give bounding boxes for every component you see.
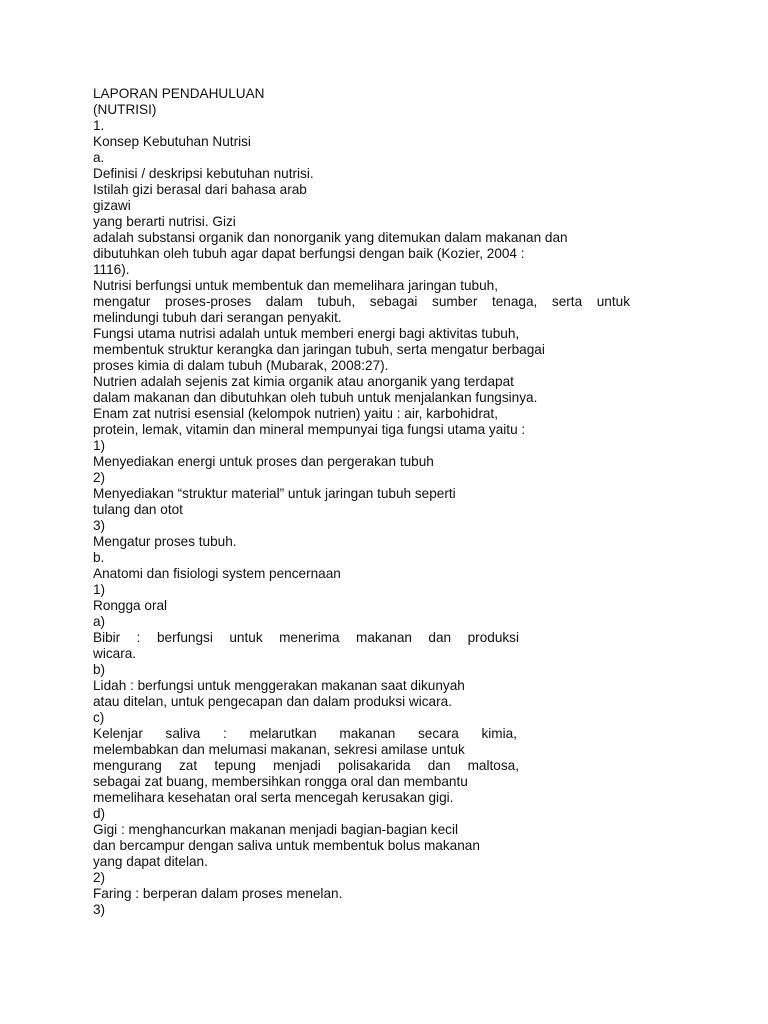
text-line: gizawi bbox=[93, 198, 131, 213]
text-line: proses kimia di dalam tubuh (Mubarak, 2008:27). bbox=[93, 358, 389, 373]
text-line: Nutrisi berfungsi untuk membentuk dan memelihara jaringan tubuh, bbox=[93, 278, 499, 293]
text-line: 1. bbox=[93, 118, 105, 133]
text-line: melembabkan dan melumasi makanan, sekresi amilase untuk bbox=[93, 742, 465, 757]
list-marker: 2) bbox=[93, 870, 106, 885]
document-subtitle: (NUTRISI) bbox=[93, 102, 157, 117]
text-line: atau ditelan, untuk pengecapan dan dalam produksi wicara. bbox=[93, 694, 452, 709]
document-title: LAPORAN PENDAHULUAN bbox=[93, 86, 265, 101]
text-line: Rongga oral bbox=[93, 598, 168, 613]
text-line: Mengatur proses tubuh. bbox=[93, 534, 237, 549]
text-line: yang berarti nutrisi. Gizi bbox=[93, 214, 236, 229]
text-line: Kelenjar saliva : melarutkan makanan secara kimia, bbox=[93, 726, 517, 741]
list-marker: a) bbox=[93, 614, 106, 629]
text-line: Enam zat nutrisi esensial (kelompok nutrien) yaitu : air, karbohidrat, bbox=[93, 406, 498, 421]
list-marker: 1) bbox=[93, 438, 106, 453]
text-line: Gigi : menghancurkan makanan menjadi bagian-bagian kecil bbox=[93, 822, 458, 837]
text-line: 1116). bbox=[93, 262, 130, 277]
text-line: dalam makanan dan dibutuhkan oleh tubuh untuk menjalankan fungsinya. bbox=[93, 390, 538, 405]
list-marker: 3) bbox=[93, 902, 106, 917]
text-line: Lidah : berfungsi untuk menggerakan makanan saat dikunyah bbox=[93, 678, 465, 693]
list-marker: c) bbox=[93, 710, 105, 725]
text-line: melindungi tubuh dari serangan penyakit. bbox=[93, 310, 342, 325]
list-marker: 1) bbox=[93, 582, 106, 597]
text-line: yang dapat ditelan. bbox=[93, 854, 208, 869]
text-line: Fungsi utama nutrisi adalah untuk memberi energi bagi aktivitas tubuh, bbox=[93, 326, 520, 341]
section-heading: Konsep Kebutuhan Nutrisi bbox=[93, 134, 251, 149]
document-body bbox=[93, 86, 653, 918]
text-line: Bibir : berfungsi untuk menerima makanan dan produksi bbox=[93, 630, 519, 645]
subsection-heading: Anatomi dan fisiologi system pencernaan bbox=[93, 566, 341, 581]
text-line: mengatur proses-proses dalam tubuh, sebagai sumber tenaga, serta untuk bbox=[93, 294, 630, 309]
text-line: dan bercampur dengan saliva untuk membentuk bolus makanan bbox=[93, 838, 480, 853]
text-line: b. bbox=[93, 550, 105, 565]
text-line: memelihara kesehatan oral serta mencegah kerusakan gigi. bbox=[93, 790, 454, 805]
text-line: sebagai zat buang, membersihkan rongga oral dan membantu bbox=[93, 774, 468, 789]
list-marker: b) bbox=[93, 662, 106, 677]
list-marker: 3) bbox=[93, 518, 106, 533]
list-marker: d) bbox=[93, 806, 106, 821]
text-line: Faring : berperan dalam proses menelan. bbox=[93, 886, 343, 901]
text-line: Menyediakan “struktur material” untuk jaringan tubuh seperti bbox=[93, 486, 456, 501]
text-line: protein, lemak, vitamin dan mineral mempunyai tiga fungsi utama yaitu : bbox=[93, 422, 526, 437]
text-line: tulang dan otot bbox=[93, 502, 183, 517]
text-line: a. bbox=[93, 150, 105, 165]
subsection-heading: Definisi / deskripsi kebutuhan nutrisi. bbox=[93, 166, 314, 181]
list-marker: 2) bbox=[93, 470, 106, 485]
text-line: adalah substansi organik dan nonorganik yang ditemukan dalam makanan dan bbox=[93, 230, 568, 245]
text-line: Nutrien adalah sejenis zat kimia organik atau anorganik yang terdapat bbox=[93, 374, 514, 389]
text-line: membentuk struktur kerangka dan jaringan tubuh, serta mengatur berbagai bbox=[93, 342, 545, 357]
text-line: dibutuhkan oleh tubuh agar dapat berfungsi dengan baik (Kozier, 2004 : bbox=[93, 246, 525, 261]
text-line: Istilah gizi berasal dari bahasa arab bbox=[93, 182, 307, 197]
text-line: mengurang zat tepung menjadi polisakarida dan maltosa, bbox=[93, 758, 519, 773]
text-line: wicara. bbox=[93, 646, 137, 661]
text-line: Menyediakan energi untuk proses dan pergerakan tubuh bbox=[93, 454, 434, 469]
